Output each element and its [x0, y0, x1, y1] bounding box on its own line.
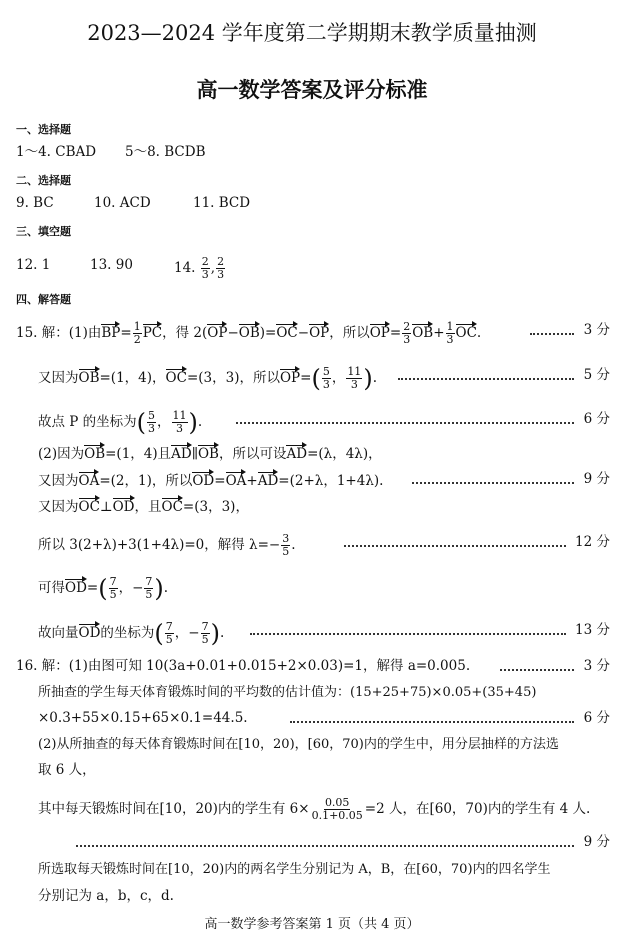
- leader-dots: [76, 845, 574, 847]
- leader-dots: [412, 482, 574, 484]
- q16-line-7: 所选取每天锻炼时间在[10，20)内的两名学生分别记为 A，B，在[60，70)内的四名学生: [38, 862, 551, 877]
- leader-dots: [344, 545, 566, 547]
- q15-line-2: 又因为OB=(1，4)，OC=(3，3)，所以OP=( $\frac{5}{3}$ ， $\frac{11}{3}$ ).: [38, 364, 377, 393]
- score-12: 12 分: [575, 534, 610, 550]
- leader-dots: [500, 669, 574, 671]
- mc-answers-5-8: 5～8. BCDB: [125, 144, 206, 160]
- score-6: 6 分: [583, 710, 610, 726]
- q15-line-6: 又因为OC⊥OD，且OC=(3，3)，: [38, 496, 249, 516]
- mc-answers-1-4: 1～4. CBAD: [16, 144, 97, 160]
- answer-14: 14. $\frac{2}{3}$ , $\frac{2}{3}$: [174, 255, 225, 281]
- score-5: 5 分: [583, 367, 610, 383]
- q16-line-6: 其中每天锻炼时间在[10，20)内的学生有 6× $\frac{0.05}{0.1+0.05}$ =2 人，在[60，70)内的学生有 4 人.: [38, 796, 591, 822]
- score-6: 6 分: [583, 411, 610, 427]
- section-choice: 一、选择题: [16, 123, 71, 136]
- leader-dots: [398, 378, 574, 380]
- score-9: 9 分: [583, 834, 610, 850]
- score-3: 3 分: [583, 658, 610, 674]
- q16-line-3: ×0.3+55×0.15+65×0.1=44.5.: [38, 710, 248, 726]
- section-fill-blank: 三、填空题: [16, 225, 71, 238]
- leader-dots: [530, 333, 574, 335]
- section-multi-choice: 二、选择题: [16, 174, 71, 187]
- score-13: 13 分: [575, 622, 610, 638]
- leader-dots: [290, 721, 574, 723]
- answer-key-title: 高一数学答案及评分标准: [196, 78, 428, 102]
- leader-dots: [236, 422, 574, 424]
- leader-dots: [250, 633, 566, 635]
- answer-9: 9. BC: [16, 195, 54, 211]
- q15-line-1: 15. 解：(1)由BP= $\frac{1}{2}$ PC，得 2(OP−OB)=OC−OP，所以OP= $\frac{2}{3}$ OB+ $\frac{1}{3}$ OC.: [16, 320, 482, 346]
- q16-line-4: (2)从所抽查的每天体育锻炼时间在[10，20)，[60，70)内的学生中，用分层抽样的方法选: [38, 737, 559, 752]
- q16-line-2: 所抽查的学生每天体育锻炼时间的平均数的估计值为：(15+25+75)×0.05+(35+45): [38, 685, 537, 700]
- q16-line-1: 16. 解：(1)由图可知 10(3a+0.01+0.015+2×0.03)=1，解得 a=0.005.: [16, 658, 471, 674]
- q15-line-7: 所以 3(2+λ)+3(1+4λ)=0，解得 λ=− $\frac{3}{5}$ .: [38, 532, 296, 558]
- q15-line-5: 又因为OA=(2，1)，所以OD=OA+AD=(2+λ，1+4λ).: [38, 470, 383, 490]
- answer-12: 12. 1: [16, 257, 51, 273]
- answer-13: 13. 90: [90, 257, 133, 273]
- q15-line-3: 故点 P 的坐标为( $\frac{5}{3}$ ， $\frac{11}{3}$ ).: [38, 408, 203, 437]
- q16-line-8: 分别记为 a，b，c，d.: [38, 888, 174, 904]
- section-solutions: 四、解答题: [16, 293, 71, 306]
- score-3: 3 分: [583, 322, 610, 338]
- exam-title: 2023—2024 学年度第二学期期末教学质量抽测: [87, 21, 537, 45]
- page-footer: 高一数学参考答案第 1 页（共 4 页）: [204, 917, 420, 932]
- score-9: 9 分: [583, 471, 610, 487]
- answer-11: 11. BCD: [193, 195, 251, 211]
- answer-10: 10. ACD: [94, 195, 151, 211]
- q15-line-4: (2)因为OB=(1，4)且AD∥OB，所以可设AD=(λ，4λ)，: [38, 443, 382, 463]
- q15-line-8: 可得OD=( $\frac{7}{5}$ ，− $\frac{7}{5}$ ).: [38, 574, 169, 603]
- q15-line-9: 故向量OD的坐标为( $\frac{7}{5}$ ，− $\frac{7}{5}$ ).: [38, 619, 225, 648]
- q16-line-5: 取 6 人，: [38, 762, 96, 778]
